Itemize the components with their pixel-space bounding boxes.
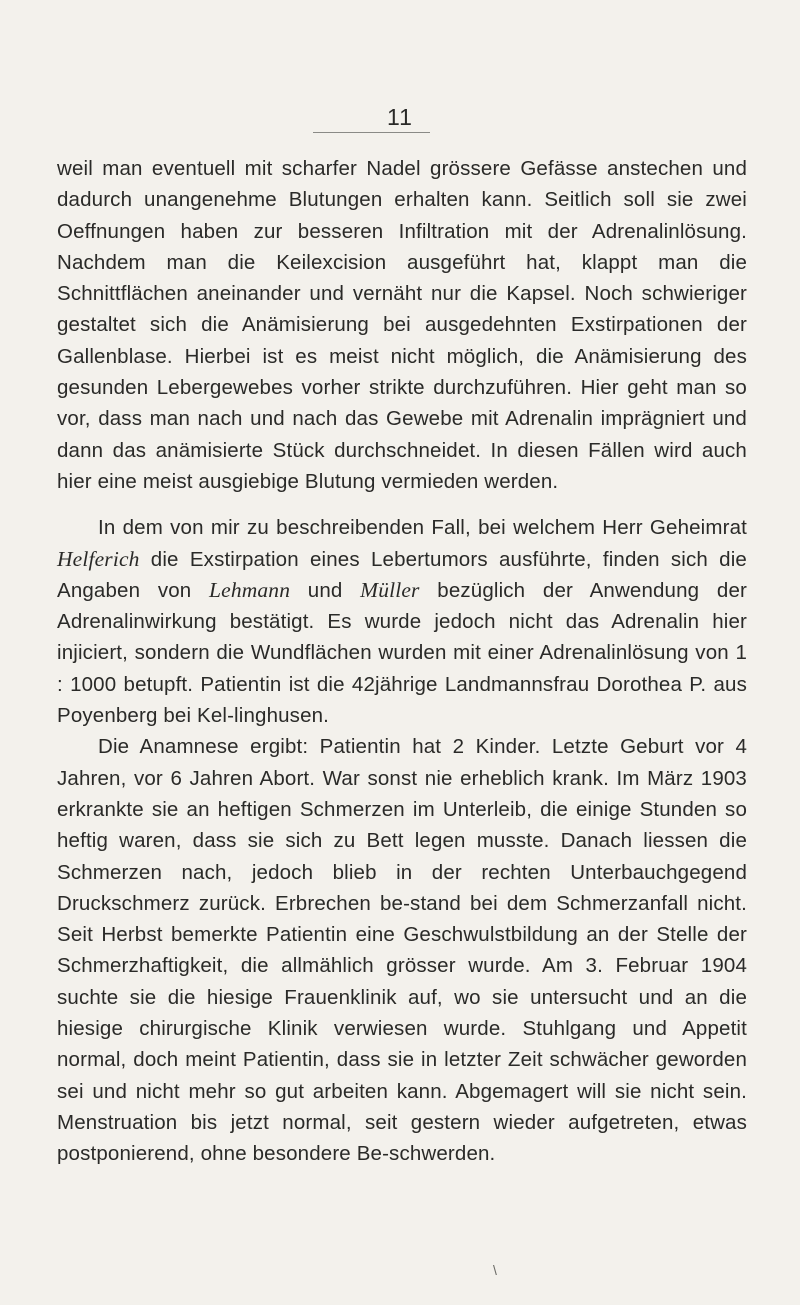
paragraph-2 — [57, 512, 747, 731]
paragraph-3 — [57, 731, 747, 1169]
paragraph-2-text: In dem von mir zu beschreibenden Fall, bei welchem Herr Geheimrat — [98, 516, 747, 540]
author-name-mueller: Müller — [360, 577, 420, 602]
body-text — [57, 153, 747, 1170]
paragraph-2-text: und — [290, 578, 361, 602]
paragraph-2-text: bezüglich der Anwendung der Adrenalinwirkung bestätigt. Es wurde jedoch nicht das Adrenalin hier injiciert, sondern die Wundflächen wurden mit einer Adrenalinlösung von 1 : 1000 betupft. Patientin ist die 42jährige Landmannsfrau Dorothea P. aus Poyenberg bei Kel-linghusen. — [57, 578, 747, 728]
paragraph-3-text: Die Anamnese ergibt: Patientin hat 2 Kinder. Letzte Geburt vor 4 Jahren, vor 6 Jahren Abort. War sonst nie erheblich krank. Im März 1903 erkrankte sie an heftigen Schmerzen im Unterleib, die einige Stunden so heftig waren, dass sie sich zu Bett legen musste. Danach liessen die Schmerzen nach, jedoch blieb in der rechten Unterbauchgegend Druckschmerz zurück. Erbrechen be-stand bei dem Schmerzanfall nicht. Seit Herbst bemerkte Patientin eine Geschwulstbildung an der Stelle der Schmerzhaftigkeit, die allmählich grösser wurde. Am 3. Februar 1904 suchte sie die hiesige Frauenklinik auf, wo sie untersucht und an die hiesige chirurgische Klinik verwiesen wurde. Stuhlgang und Appetit normal, doch meint Patientin, dass sie in letzter Zeit schwächer geworden sei und nicht mehr so gut arbeiten kann. Abgemagert will sie nicht sein. Menstruation bis jetzt normal, seit gestern wieder aufgetreten, etwas postponierend, ohne besondere Be-schwerden. — [57, 735, 747, 1166]
paragraph-1-text: weil man eventuell mit scharfer Nadel grössere Gefässe anstechen und dadurch unangenehme Blutungen erhalten kann. Seitlich soll sie zwei Oeffnungen haben zur besseren Infiltration mit der Adrenalinlösung. Nachdem man die Keilexcision ausgeführt hat, klappt man die Schnittflächen aneinander und vernäht nur die Kapsel. Noch schwieriger gestaltet sich die Anämisierung bei ausgedehnten Exstirpationen der Gallenblase. Hierbei ist es meist nicht möglich, die Anämisierung des gesunden Lebergewebes vorher strikte durchzuführen. Hier geht man so vor, dass man nach und nach das Gewebe mit Adrenalin imprägniert und dann das anämisierte Stück durchschneidet. In diesen Fällen wird auch hier eine meist ausgiebige Blutung vermieden werden. — [57, 157, 747, 493]
header-rule — [313, 132, 430, 133]
print-speck: \ — [493, 1262, 497, 1278]
page-number: 11 — [387, 104, 413, 130]
author-name-helferich: Helferich — [57, 546, 140, 571]
paragraph-2-text: die Exstirpation eines Lebertumors ausführte, finden sich die Angaben von — [57, 547, 747, 602]
author-name-lehmann: Lehmann — [209, 577, 291, 602]
paragraph-1 — [57, 153, 747, 497]
